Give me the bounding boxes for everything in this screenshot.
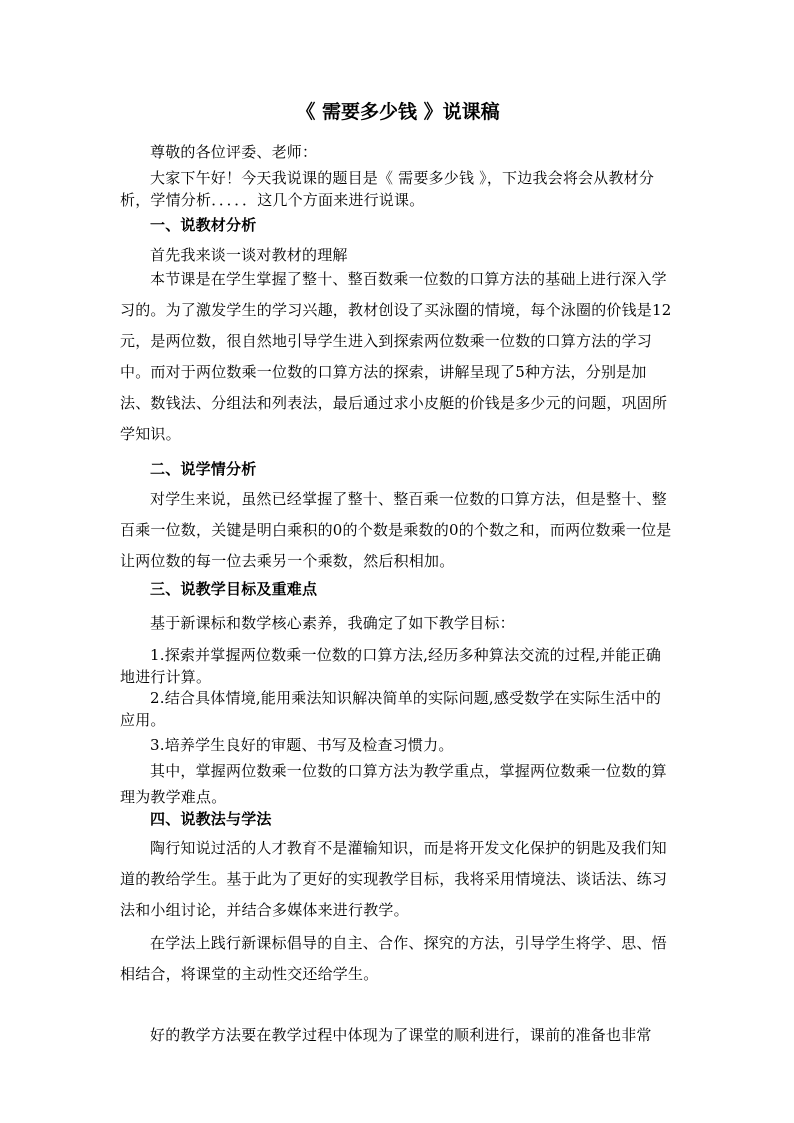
section-4-heading: 四、说教法与学法 (150, 810, 272, 828)
section-3-heading: 三、说教学目标及重难点 (150, 580, 318, 598)
intro-paragraph: 大家下午好！今天我说课的题目是《 需要多少钱 》，下边我会将会从教材分析，学情分析．．．．．这几个方面来进行说课。 (120, 169, 655, 209)
section-1-body: 本节课是在学生掌握了整十、整百数乘一位数的口算方法的基础上进行深入学习的。为了激发学生的学习兴趣，教材创设了买泳圈的情境，每个泳圈的价钱是12元，是两位数，很自然地引导学生进入到探索两位数乘一位数的口算方法的学习中。而对于两位数乘一位数的口算方法的探索，讲解呈现了5种方法，分别是加法、数钱法、分组法和列表法，最后通过求小皮艇的价钱是多少元的问题，巩固所学知识。 (120, 270, 672, 443)
section-2-heading: 二、说学情分析 (150, 460, 257, 478)
section-4-paragraph-2: 在学法上践行新课标倡导的自主、合作、探究的方法，引导学生将学、思、悟相结合，将课堂的主动性交还给学生。 (120, 934, 667, 983)
goal-2: 2.结合具体情境,能用乘法知识解决简单的实际问题,感受数学在实际生活中的应用。 (120, 689, 662, 729)
section-3-key-points: 其中，掌握两位数乘一位数的口算方法为教学重点，掌握两位数乘一位数的算理为教学难点。 (120, 762, 667, 806)
section-4-paragraph-3: 好的教学方法要在教学过程中体现为了课堂的顺利进行，课前的准备也非常 (150, 1026, 652, 1044)
section-1-lead: 首先我来谈一谈对教材的理解 (150, 246, 348, 264)
section-4-paragraph-1: 陶行知说过活的人才教育不是灌输知识，而是将开发文化保护的钥匙及我们知道的教给学生。基于此为了更好的实现教学目标，我将采用情境法、谈话法、练习法和小组讨论，并结合多媒体来进行教学。 (120, 839, 668, 919)
section-2-body: 对学生来说，虽然已经掌握了整十、整百乘一位数的口算方法，但是整十、整百乘一位数，关键是明白乘积的0的个数是乘数的0的个数之和，而两位数乘一位是让两位数的每一位去乘另一个乘数，然后积相加。 (120, 490, 672, 570)
document-title: 《 需要多少钱 》说课稿 (296, 101, 500, 123)
goal-1: 1.探索并掌握两位数乘一位数的口算方法,经历多种算法交流的过程,并能正确地进行计算。 (120, 646, 662, 686)
greeting-paragraph: 尊敬的各位评委、老师： (150, 143, 318, 161)
section-1-heading: 一、说教材分析 (150, 216, 257, 234)
goal-3: 3.培养学生良好的审题、书写及检查习惯力。 (150, 736, 454, 754)
section-3-lead: 基于新课标和数学核心素养，我确定了如下教学目标： (150, 614, 515, 632)
